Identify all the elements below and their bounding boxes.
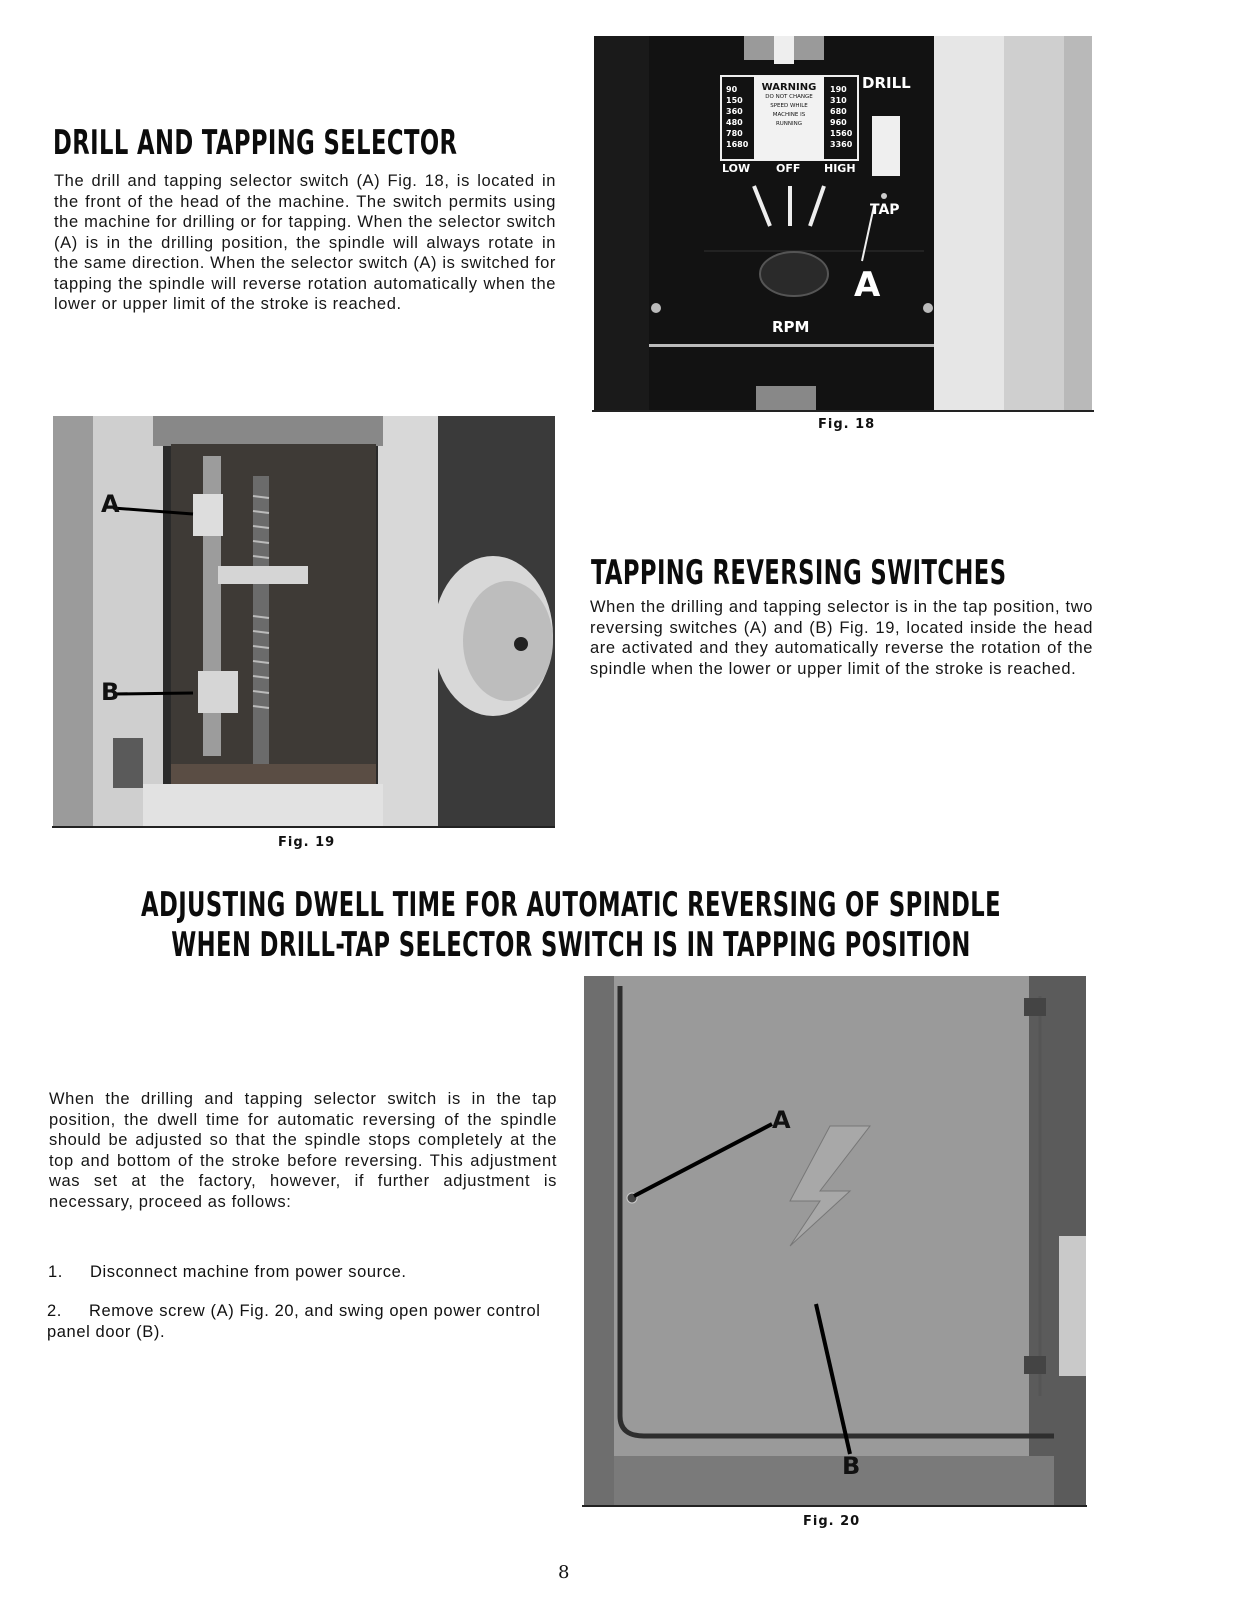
figure-20-photo bbox=[584, 976, 1086, 1506]
step-2-number: 2. bbox=[47, 1302, 62, 1320]
step-1 bbox=[48, 1262, 558, 1283]
figure-19-rule bbox=[52, 826, 555, 828]
fig18-speed-right: 190 310 680 960 1560 3360 bbox=[830, 85, 853, 149]
figure-18-photo bbox=[594, 36, 1092, 410]
figure-18-caption: Fig. 18 bbox=[818, 417, 876, 432]
section-title-reversing-switches: TAPPING REVERSING SWITCHES bbox=[591, 554, 1007, 594]
step-1-text: Disconnect machine from power source. bbox=[90, 1263, 407, 1281]
section-body-dwell-time: When the drilling and tapping selector switch is in the tap position, the dwell time for automatic reversing of the spindle should be adjusted so that the spindle stops completely at the top and bottom of the stroke before reversing. This adjustment was set at the factory, however, if further adjustment is necessary, proceed as follows: bbox=[49, 1090, 557, 1211]
section-body-drill-selector: The drill and tapping selector switch (A) Fig. 18, is located in the front of the head of the machine. The switch permits using the machine for drilling or for tapping. When the selector switch (A) is in the drilling position, the spindle will always rotate in the same direction. When the selector switch (A) is switched for tapping the spindle will reverse rotation automatically when the lower or upper limit of the stroke is reached. bbox=[54, 172, 556, 313]
fig18-label-rpm: RPM bbox=[772, 318, 810, 336]
figure-19-photo bbox=[53, 416, 555, 826]
fig20-callout-a: A bbox=[772, 1106, 791, 1134]
step-1-number: 1. bbox=[48, 1263, 63, 1281]
section-body-reversing-switches: When the drilling and tapping selector is in the tap position, two reversing switches (A) and (B) Fig. 19, located inside the head are activated and they automatically reverse the rotation of the spindle when the lower or upper limit of the stroke is reached. bbox=[590, 598, 1093, 678]
figure-18-rule bbox=[592, 410, 1094, 412]
step-2-text: Remove screw (A) Fig. 20, and swing open power control panel door (B). bbox=[47, 1302, 541, 1341]
fig19-callout-a: A bbox=[101, 490, 120, 518]
fig18-speed-left: 90 150 360 480 780 1680 bbox=[726, 85, 749, 149]
fig19-callout-b: B bbox=[101, 678, 120, 706]
page-number: 8 bbox=[558, 1562, 570, 1583]
section-title-drill-selector: DRILL AND TAPPING SELECTOR bbox=[53, 124, 458, 164]
fig18-warning-plate: WARNING DO NOT CHANGE SPEED WHILE MACHINE IS RUNNING bbox=[761, 82, 817, 127]
step-2 bbox=[47, 1301, 557, 1342]
fig18-label-drill: DRILL bbox=[862, 74, 911, 92]
fig18-label-tap: TAP bbox=[870, 202, 900, 218]
fig18-label-low: LOW bbox=[722, 162, 751, 175]
section-title-dwell-time-line2: WHEN DRILL-TAP SELECTOR SWITCH IS IN TAPPING POSITION bbox=[171, 926, 971, 966]
figure-20-caption: Fig. 20 bbox=[803, 1514, 861, 1529]
fig20-callout-b: B bbox=[842, 1452, 861, 1480]
fig18-label-off: OFF bbox=[776, 162, 801, 175]
fig18-label-high: HIGH bbox=[824, 162, 856, 175]
fig18-callout-a: A bbox=[854, 265, 881, 305]
figure-20-rule bbox=[582, 1505, 1087, 1507]
figure-19-caption: Fig. 19 bbox=[278, 835, 336, 850]
section-title-dwell-time-line1: ADJUSTING DWELL TIME FOR AUTOMATIC REVERSING OF SPINDLE bbox=[140, 886, 1001, 926]
